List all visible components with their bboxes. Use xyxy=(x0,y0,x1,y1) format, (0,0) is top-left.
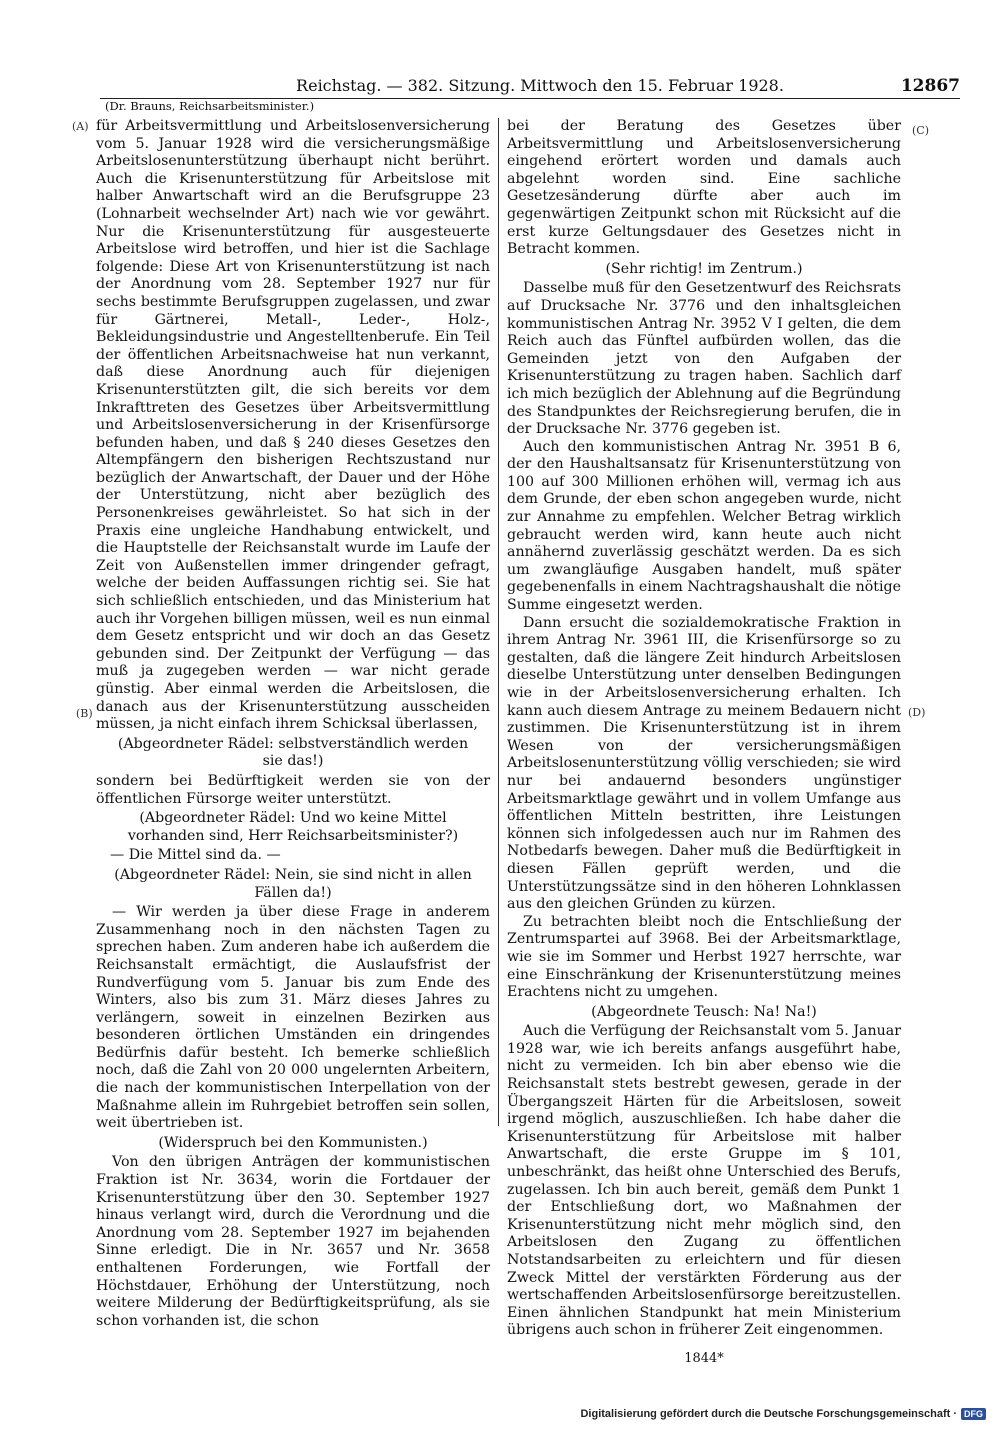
paragraph: bei der Beratung des Gesetzes über Arbeitsvermittlung und Arbeitslosenversicherung eingehend erörtert worden und damals auch abgelehnt worden sind. Eine sachliche Gesetzesänderung dürfte aber auch im gegenwärtigen Zeitpunkt schon mit Rücksicht auf die erst kurze Geltungsdauer des Gesetzes nicht in Betracht kommen. xyxy=(507,118,901,258)
footer xyxy=(580,1408,986,1420)
paragraph: sondern bei Bedürftigkeit werden sie von der öffentlichen Fürsorge weiter unterstützt. xyxy=(96,772,490,807)
interjection: (Abgeordneter Rädel: Nein, sie sind nicht in allen Fällen da!) xyxy=(114,866,472,901)
page-header xyxy=(100,76,960,99)
paragraph: Zu betrachten bleibt noch die Entschließung der Zentrumspartei auf 3968. Bei der Arbeitsmarktlage, wie sie im Sommer und Herbst 1927 herrschte, war eine Einschränkung der Krisenunterstützung meines Erachtens nicht zu umgehen. xyxy=(507,913,901,1001)
left-column xyxy=(96,118,490,1330)
column-divider xyxy=(498,118,499,1126)
paragraph: Auch den kommunistischen Antrag Nr. 3951 B 6, der den Haushaltsansatz für Krisenunterstützung von 100 auf 300 Millionen erhöhen will, vermag ich aus dem Grunde, der eben schon angegeben wurde, nicht zur Annahme zu empfehlen. Welcher Betrag wirklich gebraucht werden wird, kann heute auch nicht annähernd zuverlässig geschätzt werden. Da es sich um zwangläufige Ausgaben handelt, muß später gegebenenfalls in einem Nachtragshaushalt die nötige Summe eingesetzt werden. xyxy=(507,438,901,614)
margin-mark-d: (D) xyxy=(908,706,926,719)
dfg-logo-icon: DFG xyxy=(961,1408,986,1420)
paragraph: — Die Mittel sind da. — xyxy=(110,847,281,864)
interjection: (Abgeordnete Teusch: Na! Na!) xyxy=(591,1003,817,1020)
paragraph: — Wir werden ja über diese Frage in anderem Zusammenhang noch in den nächsten Tagen zu sprechen haben. Zum anderen habe ich außerdem die Reichsanstalt ermächtigt, die Auslaufsfrist der Rundverfügung vom 5. Januar bis zum Ende des Winters, also bis zum 31. März dieses Jahres zu verlängern, soweit in einzelnen Bezirken aus besonderen örtlichen Umständen ein dringendes Bedürfnis dafür besteht. Ich bemerke schließlich noch, daß die Zahl von 20 000 ungelernten Arbeitern, die nach der kommunistischen Interpellation von der Maßnahme allein im Ruhrgebiet betroffen sein sollen, weit übertrieben ist. xyxy=(96,904,490,1132)
paragraph: Dann ersucht die sozialdemokratische Fraktion in ihrem Antrag Nr. 3961 III, die Krisenfürsorge so zu gestalten, daß die längere Zeit hindurch Arbeitslosen dieselbe Unterstützung unter denselben Bedingungen wie in der Arbeitslosenversicherung erhalten. Ich kann auch diesem Antrage zu meinem Bedauern nicht zustimmen. Die Krisenunterstützung ist in ihrem Wesen von der versicherungsmäßigen Arbeitslosenunterstützung völlig verschieden; sie wird nur bei andauernd besonders ungünstiger Arbeitsmarktlage gewährt und in vollem Umfange aus öffentlichen Mitteln bestritten, ihre Leistungen können sich infolgedessen auch nur im Rahmen des Notbedarfs bewegen. Daher muß die Bedürftigkeit in diesen Fällen geprüft werden, und die Unterstützungssätze sind in den höheren Lohnklassen aus den gleichen Gründen zu kürzen. xyxy=(507,614,901,913)
margin-mark-c: (C) xyxy=(912,124,929,137)
footer-text: Digitalisierung gefördert durch die Deutsche Forschungsgemeinschaft · xyxy=(580,1408,957,1420)
margin-mark-b: (B) xyxy=(76,707,93,720)
paragraph: Auch die Verfügung der Reichsanstalt vom 5. Januar 1928 war, wie ich bereits anfangs ausgeführt habe, nicht zu vermeiden. Ich bin aber ebenso wie die Reichsanstalt stets bestrebt gewesen, gerade in der Übergangszeit Härten für die Arbeitslosen, soweit irgend möglich, auszuschließen. Ich habe daher die Krisenunterstützung für Arbeitslose mit halber Anwartschaft, die erste Gruppe im § 101, unbeschränkt, das heißt ohne Unterschied des Berufs, zugelassen. Ich bin auch bereit, gemäß dem Punkt 1 der Entschließung dort, wo Maßnahmen der Krisenunterstützung nicht mehr möglich sind, den Arbeitslosen den Zugang zu öffentlichen Notstandsarbeiten zu erleichtern und für diesen Zweck Mittel der verstärkten Förderung aus der wertschaffenden Arbeitslosenfürsorge bereitzustellen. Einen ähnlichen Standpunkt hat mein Ministerium übrigens auch schon in früherer Zeit eingenommen. xyxy=(507,1023,901,1339)
interjection: (Abgeordneter Rädel: Und wo keine Mittel vorhanden sind, Herr Reichsarbeitsminister?) xyxy=(127,810,459,844)
speaker-line: (Dr. Brauns, Reichsarbeitsminister.) xyxy=(105,99,315,113)
margin-mark-a: (A) xyxy=(72,120,89,133)
right-column xyxy=(507,118,901,1368)
interjection: (Widerspruch bei den Kommunisten.) xyxy=(158,1134,428,1151)
signature-mark: 1844* xyxy=(684,1350,724,1366)
interjection: (Abgeordneter Rädel: selbstverständlich werden sie das!) xyxy=(117,735,469,770)
paragraph: Von den übrigen Anträgen der kommunistischen Fraktion ist Nr. 3634, worin die Fortdauer der Krisenunterstützung über den 30. September 1927 hinaus verlangt wird, durch die Verordnung und die Anordnung vom 28. September 1927 im bejahenden Sinne erledigt. Die in Nr. 3657 und Nr. 3658 enthaltenen Forderungen, wie Fortfall der Höchstdauer, Erhöhung der Unterstützung, noch weitere Milderung der Bedürftigkeitsprüfung, als sie schon vorhanden ist, die schon xyxy=(96,1154,490,1329)
page-title: Reichstag. — 382. Sitzung. Mittwoch den 15. Februar 1928. xyxy=(296,76,784,95)
page-number: 12867 xyxy=(900,76,960,96)
paragraph: für Arbeitsvermittlung und Arbeitslosenversicherung vom 5. Januar 1928 wird die versicherungsmäßige Arbeitslosenunterstützung überhaupt nicht berührt. Auch die Krisenunterstützung für Arbeitslose mit halber Anwartschaft wird an die Berufsgruppe 23 (Lohnarbeit wechselnder Art) nach wie vor gewährt. Nur die Krisenunterstützung für ausgesteuerte Arbeitslose wird betroffen, und hier ist die Sachlage folgende: Diese Art von Krisenunterstützung ist nach der Anordnung vom 28. September 1927 nur für sechs bestimmte Berufsgruppen zugelassen, und zwar für Gärtnerei, Metall-, Leder-, Holz-, Bekleidungsindustrie und Angestelltenberufe. Ein Teil der öffentlichen Arbeitsnachweise hat nun verkannt, daß diese Anordnung auch für diejenigen Krisenunterstützten gilt, die sich bereits vor dem Inkrafttreten des Gesetzes über Arbeitsvermittlung und Arbeitslosenversicherung in der Krisenfürsorge befunden haben, und daß § 240 dieses Gesetzes den Altempfängern den bisherigen Rechtszustand nur bezüglich der Anwartschaft, der Dauer und der Höhe der Unterstützung, nicht aber bezüglich des Personenkreises gewährleistet. So hat sich in der Praxis eine ungleiche Handhabung entwickelt, und die Hauptstelle der Reichsanstalt wurde im Laufe der Zeit von Außenstellen immer dringender gefragt, welche der beiden Auffassungen richtig sei. Sie hat sich schließlich entschieden, und das Ministerium hat auch ihr Vorgehen billigen müssen, weil es nun einmal dem Gesetz entspricht und wir doch an das Gesetz gebunden sind. Der Zeitpunkt der Verfügung — das muß ja zugegeben werden — war nicht gerade günstig. Aber einmal werden die Arbeitslosen, die danach aus der Krisenunterstützung ausscheiden müssen, ja nicht einfach ihrem Schicksal überlassen, xyxy=(96,118,490,733)
interjection: (Sehr richtig! im Zentrum.) xyxy=(605,260,803,277)
paragraph: Dasselbe muß für den Gesetzentwurf des Reichsrats auf Drucksache Nr. 3776 und den inhaltsgleichen kommunistischen Antrag Nr. 3952 V I gelten, die dem Reich auch das Fünftel aufbürden wollen, das die Gemeinden jetzt von den Aufgaben der Krisenunterstützung zu tragen haben. Sachlich darf ich mich bezüglich der Ablehnung auf die Begründung des Standpunktes der Reichsregierung berufen, die in der Drucksache Nr. 3776 gegeben ist. xyxy=(507,280,902,438)
